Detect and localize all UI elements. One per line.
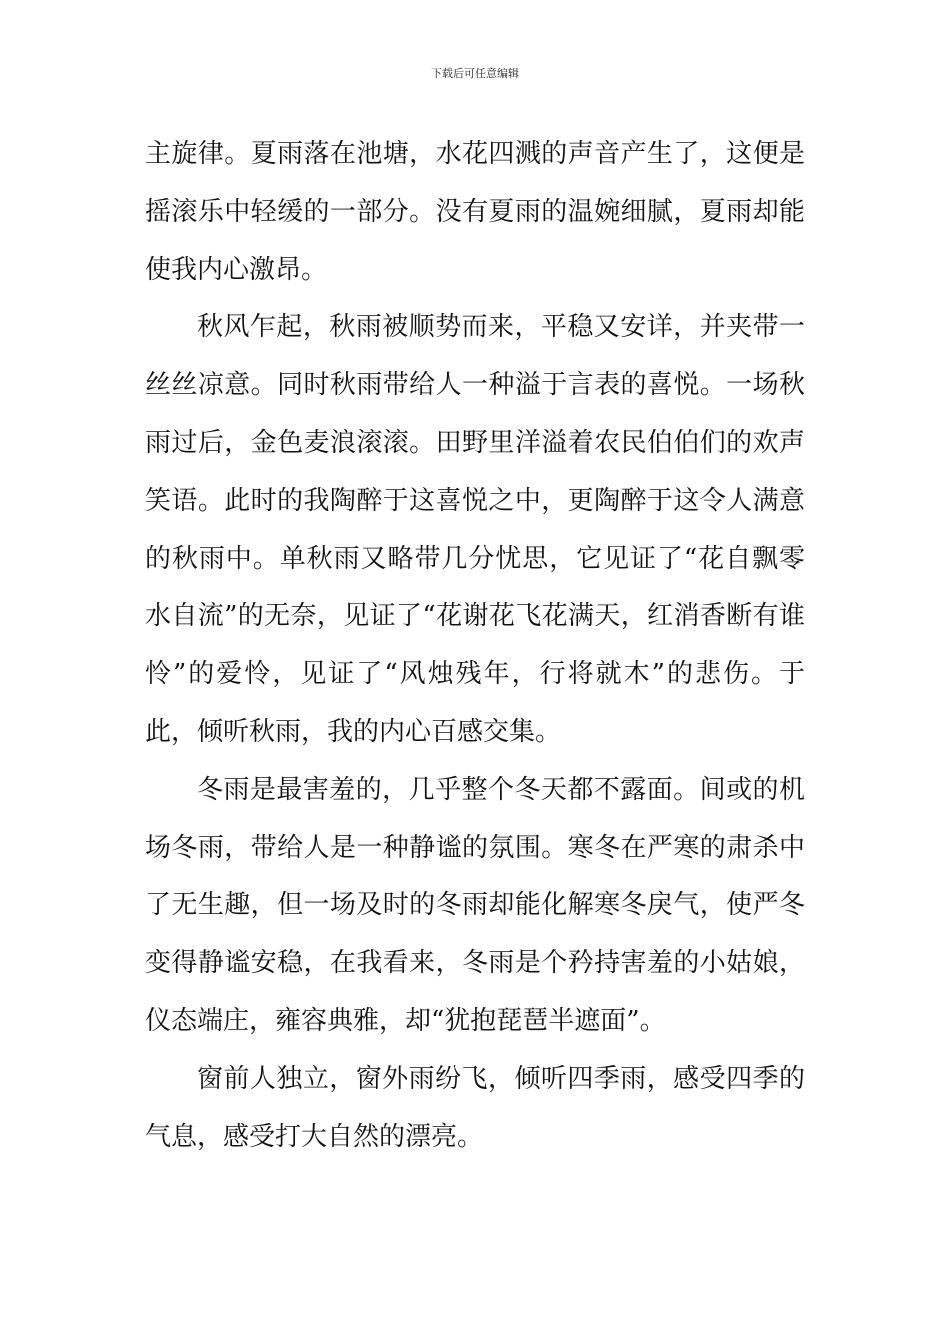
paragraph-summer: 主旋律。夏雨落在池塘，水花四溅的声音产生了，这便是摇滚乐中轻缓的一部分。没有夏雨的温婉细腻，夏雨却能使我内心激昂。 [145, 139, 805, 285]
paragraph-winter: 冬雨是最害羞的，几乎整个冬天都不露面。间或的机场冬雨，带给人是一种静谧的氛围。寒冬在严寒的肃杀中了无生趣，但一场及时的冬雨却能化解寒冬戾气，使严冬变得静谧安稳，在我看来，冬雨是个矜持害羞的小姑娘，仪态端庄，雍容典雅，却“犹抱琵琶半遮面”。 [145, 774, 805, 1036]
page-header: 下载后可任意编辑 [431, 67, 519, 80]
paragraph-conclusion: 窗前人独立，窗外雨纷飞，倾听四季雨，感受四季的气息，感受打大自然的漂亮。 [145, 1063, 805, 1152]
document-body [145, 126, 805, 1166]
paragraph-autumn: 秋风乍起，秋雨被顺势而来，平稳又安详，并夹带一丝丝凉意。同时秋雨带给人一种溢于言表的喜悦。一场秋雨过后，金色麦浪滚滚。田野里洋溢着农民伯伯们的欢声笑语。此时的我陶醉于这喜悦之中，更陶醉于这令人满意的秋雨中。单秋雨又略带几分忧思，它见证了“花自飘零水自流”的无奈，见证了“花谢花飞花满天，红消香断有谁怜”的爱怜，见证了“风烛残年，行将就木”的悲伤。于此，倾听秋雨，我的内心百感交集。 [145, 312, 805, 747]
